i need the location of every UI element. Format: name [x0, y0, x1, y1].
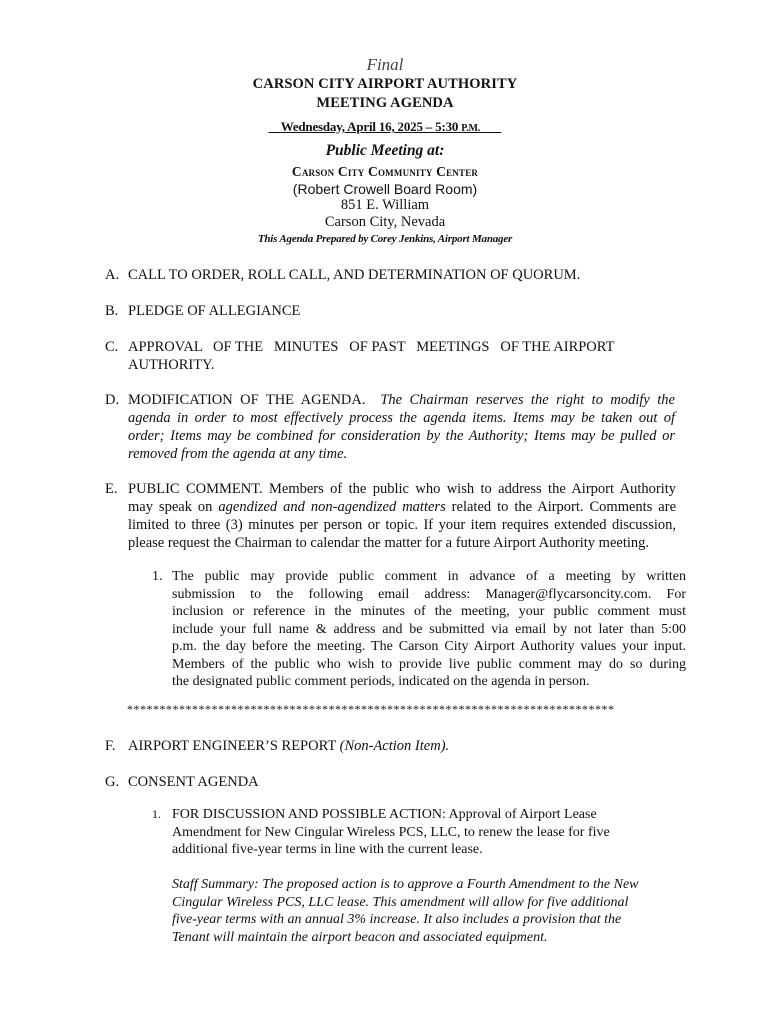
item-letter: C.: [105, 339, 119, 355]
subitem-number: 1.: [152, 569, 163, 584]
item-b-text: PLEDGE OF ALLEGIANCE: [128, 303, 301, 319]
item-letter: B.: [105, 303, 119, 319]
item-f-line: [128, 737, 449, 755]
item-d-text-1: The Chairman reserves the right to modify the: [380, 392, 675, 408]
subitem-e1-line-2: submission to the following email address: Manager@flycarsoncity.com. For: [172, 586, 686, 602]
public-meeting-heading: Public Meeting at:: [325, 142, 445, 159]
agenda-item-c: [105, 338, 705, 374]
item-e-text-2a: may speak on: [128, 499, 219, 515]
subitem-g1-line-1: FOR DISCUSSION AND POSSIBLE ACTION: Approval of Airport Lease: [172, 807, 597, 822]
subitem-e1-line-5: p.m. the day before the meeting. The Carson City Airport Authority values your input.: [172, 639, 686, 654]
item-letter: D.: [105, 392, 120, 408]
prepared-by: This Agenda Prepared by Corey Jenkins, Airport Manager: [257, 233, 513, 245]
document-type-title: MEETING AGENDA: [316, 95, 454, 111]
item-d-lead: MODIFICATION OF THE AGENDA.: [128, 392, 366, 408]
staff-summary-line-3: five-year terms with an annual 3% increase. It also includes a provision that the: [172, 912, 622, 927]
venue-city: Carson City, Nevada: [324, 214, 446, 230]
staff-summary-line-2: Cingular Wireless PCS, LLC lease. This amendment will allow for five additional: [172, 894, 629, 910]
agenda-subitem-g-1: [152, 806, 692, 948]
meeting-date: [0, 119, 770, 135]
item-e-text-2b: agendized and non-agendized matters: [218, 499, 446, 515]
agenda-subitem-e-1: [152, 568, 692, 690]
item-letter: E.: [105, 481, 118, 497]
item-e-line-3: limited to three (3) minutes per person or topic. If your item requires extended discussion,: [128, 517, 676, 533]
agenda-item-a: [105, 266, 705, 284]
item-d-line-4: removed from the agenda at any time.: [128, 446, 348, 462]
item-c-line-2: AUTHORITY.: [128, 357, 215, 373]
item-letter: G.: [105, 774, 120, 790]
staff-summary-line-4: Tenant will maintain the airport beacon and associated equipment.: [172, 929, 548, 945]
item-c-line-1: APPROVAL OF THE MINUTES OF PAST MEETINGS OF THE AIRPORT: [128, 339, 615, 355]
item-letter: A.: [105, 267, 120, 283]
item-d-line-3: order; Items may be combined for consideration by the Authority; Items may be pulled or: [128, 428, 675, 444]
organization-title: CARSON CITY AIRPORT AUTHORITY: [252, 76, 518, 92]
subitem-e1-line-3: inclusion or reference in the minutes of the meeting, your public comment must: [172, 604, 686, 619]
agenda-item-e: [105, 480, 685, 552]
item-f-note: (Non-Action Item).: [339, 738, 450, 754]
item-a-text: CALL TO ORDER, ROLL CALL, AND DETERMINATION OF QUORUM.: [128, 267, 581, 283]
staff-summary-line-1: Staff Summary: The proposed action is to approve a Fourth Amendment to the New: [172, 877, 639, 892]
item-e-line-4: please request the Chairman to calendar the matter for a future Airport Authority meeting.: [128, 535, 650, 551]
agenda-item-f: [105, 737, 705, 755]
subitem-e1-line-1: The public may provide public comment in advance of a meeting by written: [172, 569, 686, 584]
subitem-number: 1.: [152, 807, 161, 821]
item-g-text: CONSENT AGENDA: [128, 774, 259, 790]
item-d-line-2: agenda in order to most effectively process the agenda items. Items may be taken out of: [128, 410, 675, 426]
document-status: Final: [366, 55, 404, 74]
meeting-date-pm: P.M.: [461, 123, 481, 134]
item-f-text: AIRPORT ENGINEER’S REPORT: [128, 738, 340, 754]
subitem-g1-line-2: Amendment for New Cingular Wireless PCS, LLC, to renew the lease for five: [172, 824, 610, 840]
item-e-line-2: [128, 498, 676, 516]
item-e-line-1: PUBLIC COMMENT. Members of the public who wish to address the Airport Authority: [128, 481, 676, 497]
meeting-date-main: Wednesday, April 16, 2025 – 5:30: [280, 119, 462, 134]
agenda-item-g: [105, 773, 705, 791]
subitem-g1-line-3: additional five-year terms in line with the current lease.: [172, 842, 483, 857]
venue-street: 851 E. William: [340, 197, 430, 213]
subitem-e1-line-7: the designated public comment periods, indicated on the agenda in person.: [172, 674, 590, 689]
item-d-line-1: [128, 391, 675, 409]
item-letter: F.: [105, 738, 116, 754]
venue-room: (Robert Crowell Board Room): [292, 181, 478, 197]
separator-asterisks: ***************************************************************************: [127, 702, 615, 716]
item-e-text-2c: related to the Airport. Comments are: [445, 499, 677, 515]
subitem-e1-line-6: Members of the public who wish to provide live public comment may do so during: [172, 656, 686, 672]
agenda-item-b: [105, 302, 705, 320]
subitem-e1-line-4: include your full name & address and be submitted via email by not later than 5:00: [172, 621, 686, 637]
venue-name: Carson City Community Center: [291, 164, 479, 179]
agenda-item-d: [105, 391, 685, 463]
